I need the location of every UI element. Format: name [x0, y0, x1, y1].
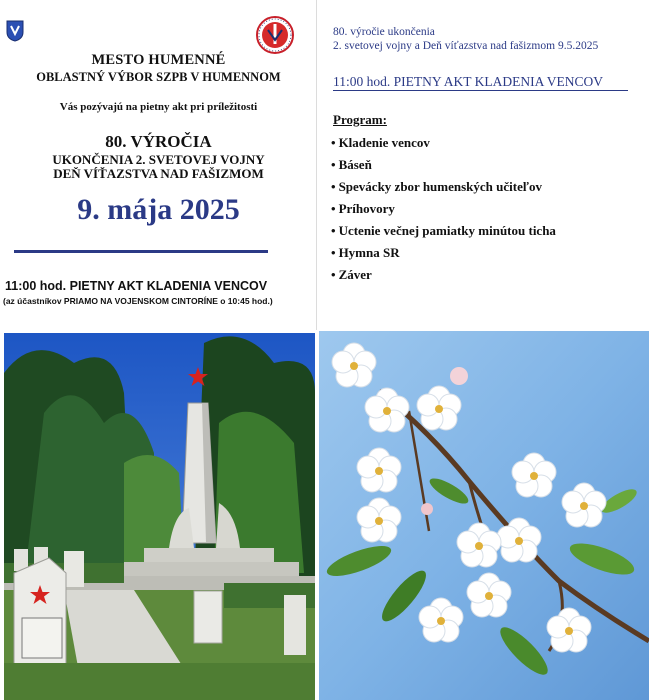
program-header-line1: 80. výročie ukončenia: [333, 26, 435, 38]
program-rule: [333, 90, 628, 91]
event-date: 9. mája 2025: [77, 193, 240, 226]
program-item: • Báseň: [331, 156, 556, 178]
program-title: Program:: [333, 112, 387, 127]
event-time: 11:00 hod. PIETNY AKT KLADENIA VENCOV: [5, 279, 268, 293]
memorial-photo: [4, 333, 315, 700]
program-item: • Záver: [331, 266, 556, 288]
invitation-panel: [0, 0, 317, 330]
program-header-line2: 2. svetovej vojny a Deň víťazstva nad fašizmom 9.5.2025: [333, 40, 599, 52]
program-item: • Hymna SR: [331, 244, 556, 266]
program-item: • Uctenie večnej pamiatky minútou ticha: [331, 222, 556, 244]
program-item: • Kladenie vencov: [331, 134, 556, 156]
program-item: • Príhovory: [331, 200, 556, 222]
organization-title: OBLASTNÝ VÝBOR SZPB V HUMENNOM: [36, 70, 281, 84]
divider-rule: [14, 250, 268, 253]
event-title-line2: DEŇ VÍŤAZSTVA NAD FAŠIZMOM: [53, 166, 264, 181]
city-crest-icon: [6, 20, 24, 42]
szpb-emblem-icon: [256, 16, 294, 54]
blossom-painting: [319, 331, 649, 700]
program-item: • Spevácky zbor humenských učiteľov: [331, 178, 556, 200]
program-list: [331, 134, 556, 288]
event-title-line1: UKONČENIA 2. SVETOVEJ VOJNY: [52, 152, 265, 167]
invitation-text: Vás pozývajú na pietny akt pri príležitosti: [59, 101, 258, 113]
program-event-time: 11:00 hod. PIETNY AKT KLADENIA VENCOV: [333, 74, 603, 89]
arrival-note: (az účastníkov PRIAMO NA VOJENSKOM CINTORÍNE o 10:45 hod.): [3, 296, 273, 306]
anniversary-title: 80. VÝROČIA: [105, 132, 212, 151]
city-title: MESTO HUMENNÉ: [91, 52, 226, 68]
